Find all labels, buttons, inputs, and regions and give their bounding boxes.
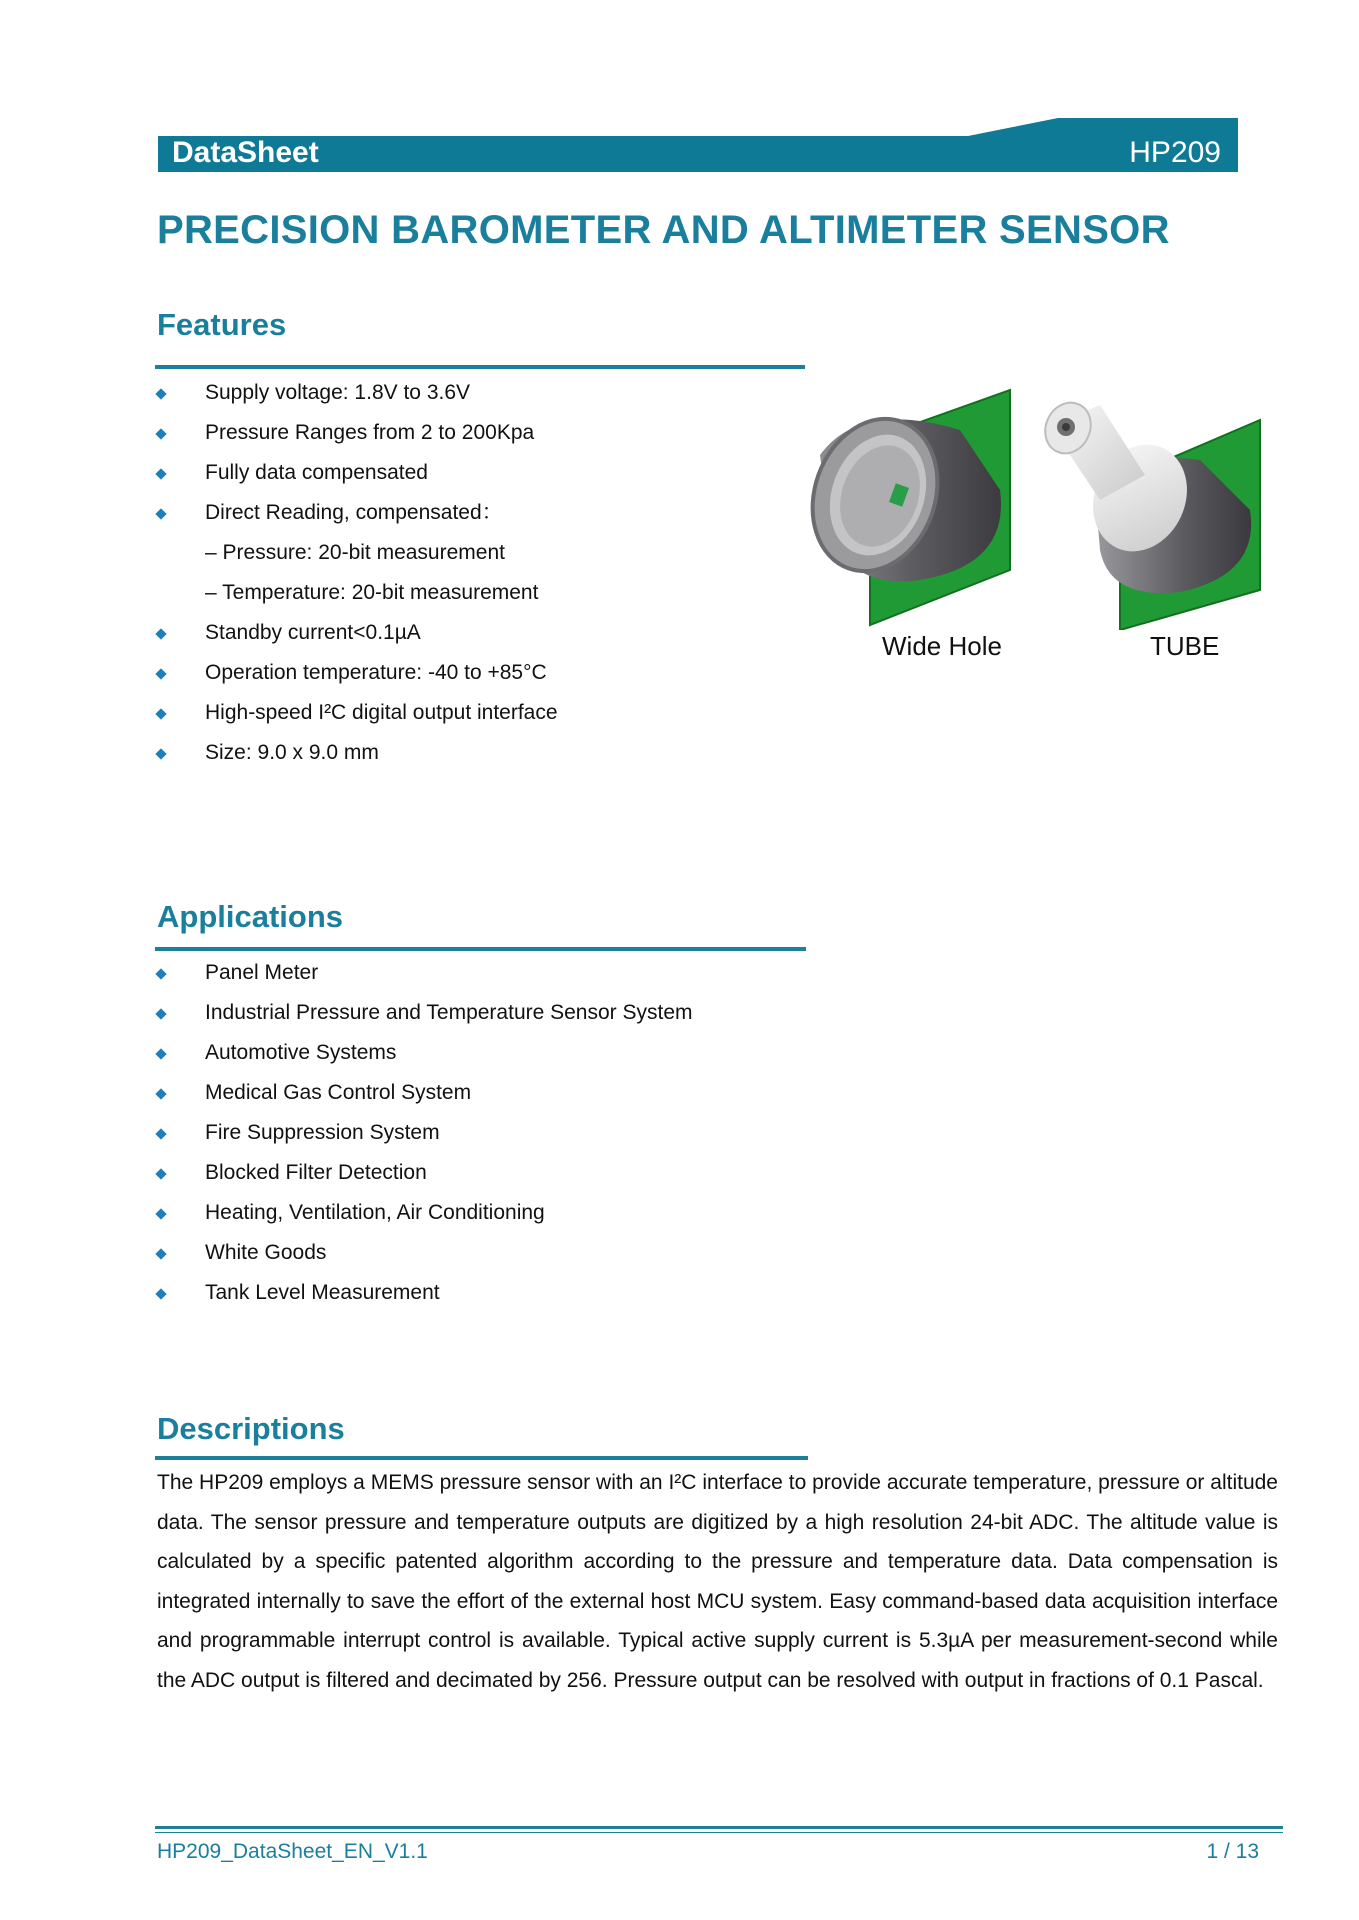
header-part-number: HP209 [1129, 136, 1221, 169]
header-datasheet-label: DataSheet [172, 136, 319, 169]
footer-page-number: 1 / 13 [1206, 1840, 1259, 1863]
features-item-text: Size: 9.0 x 9.0 mm [205, 741, 379, 764]
diamond-bullet-icon [155, 428, 166, 439]
description-paragraph: The HP209 employs a MEMS pressure sensor with an I²C interface to provide accurate temperature, pressure or altitude data. The sensor pressure and temperature outputs are digitized by a high resolution 24-bit ADC. The altitude value is calculated by a specific patented algorithm according to the pressure and temperature data. Data compensation is integrated internally to save the effort of the external host MCU system. Easy command-based data acquisition interface and programmable interrupt control is available. Typical active supply current is 5.3µA per measurement-second while the ADC output is filtered and decimated by 256. Pressure output can be resolved with output in fractions of 0.1 Pascal. [157, 1471, 1278, 1692]
diamond-bullet-icon [155, 668, 166, 679]
features-item-text: Fully data compensated [205, 461, 428, 484]
applications-rule [155, 947, 806, 951]
diamond-bullet-icon [155, 748, 166, 759]
diamond-bullet-icon [155, 1208, 166, 1219]
diamond-bullet-icon [155, 1288, 166, 1299]
features-item-text: Direct Reading, compensated： [205, 501, 503, 524]
features-item-text: – Pressure: 20-bit measurement [205, 541, 505, 564]
applications-item-text: Fire Suppression System [205, 1121, 440, 1144]
caption-wide-hole: Wide Hole [882, 631, 1002, 661]
features-rule [155, 365, 805, 369]
diamond-bullet-icon [155, 1008, 166, 1019]
footer-rule-thin [155, 1832, 1283, 1833]
features-item-text: High-speed I²C digital output interface [205, 701, 558, 724]
descriptions-heading: Descriptions [157, 1411, 345, 1446]
tube-sensor-image [1037, 395, 1260, 630]
footer-rule [155, 1826, 1283, 1829]
applications-item-text: Panel Meter [205, 961, 319, 984]
features-item-text: – Temperature: 20-bit measurement [205, 581, 539, 604]
applications-item-text: Blocked Filter Detection [205, 1161, 427, 1184]
sensor-product-illustration [800, 380, 1280, 630]
features-heading: Features [157, 307, 287, 342]
applications-item-text: Tank Level Measurement [205, 1281, 440, 1304]
diamond-bullet-icon [155, 1248, 166, 1259]
applications-item-text: Industrial Pressure and Temperature Sensor System [205, 1001, 693, 1024]
features-item-text: Standby current<0.1µA [205, 621, 421, 644]
diamond-bullet-icon [155, 1168, 166, 1179]
applications-item-text: Medical Gas Control System [205, 1081, 472, 1104]
wide-hole-sensor-image [800, 390, 1010, 625]
diamond-bullet-icon [155, 1088, 166, 1099]
applications-item-text: Automotive Systems [205, 1041, 397, 1064]
diamond-bullet-icon [155, 1128, 166, 1139]
applications-item-text: White Goods [205, 1241, 327, 1264]
diamond-bullet-icon [155, 708, 166, 719]
applications-item-text: Heating, Ventilation, Air Conditioning [205, 1201, 545, 1224]
features-item-text: Pressure Ranges from 2 to 200Kpa [205, 421, 535, 444]
page-title: PRECISION BAROMETER AND ALTIMETER SENSOR [157, 208, 1170, 252]
diamond-bullet-icon [155, 968, 166, 979]
diamond-bullet-icon [155, 388, 166, 399]
caption-tube: TUBE [1150, 631, 1220, 661]
features-item-text: Supply voltage: 1.8V to 3.6V [205, 381, 471, 404]
diamond-bullet-icon [155, 508, 166, 519]
diamond-bullet-icon [155, 468, 166, 479]
header-band [158, 116, 1238, 172]
applications-heading: Applications [157, 899, 344, 934]
footer-document-id: HP209_DataSheet_EN_V1.1 [157, 1840, 428, 1863]
features-item-text: Operation temperature: -40 to +85°C [205, 661, 547, 684]
diamond-bullet-icon [155, 628, 166, 639]
descriptions-rule [155, 1456, 808, 1460]
diamond-bullet-icon [155, 1048, 166, 1059]
